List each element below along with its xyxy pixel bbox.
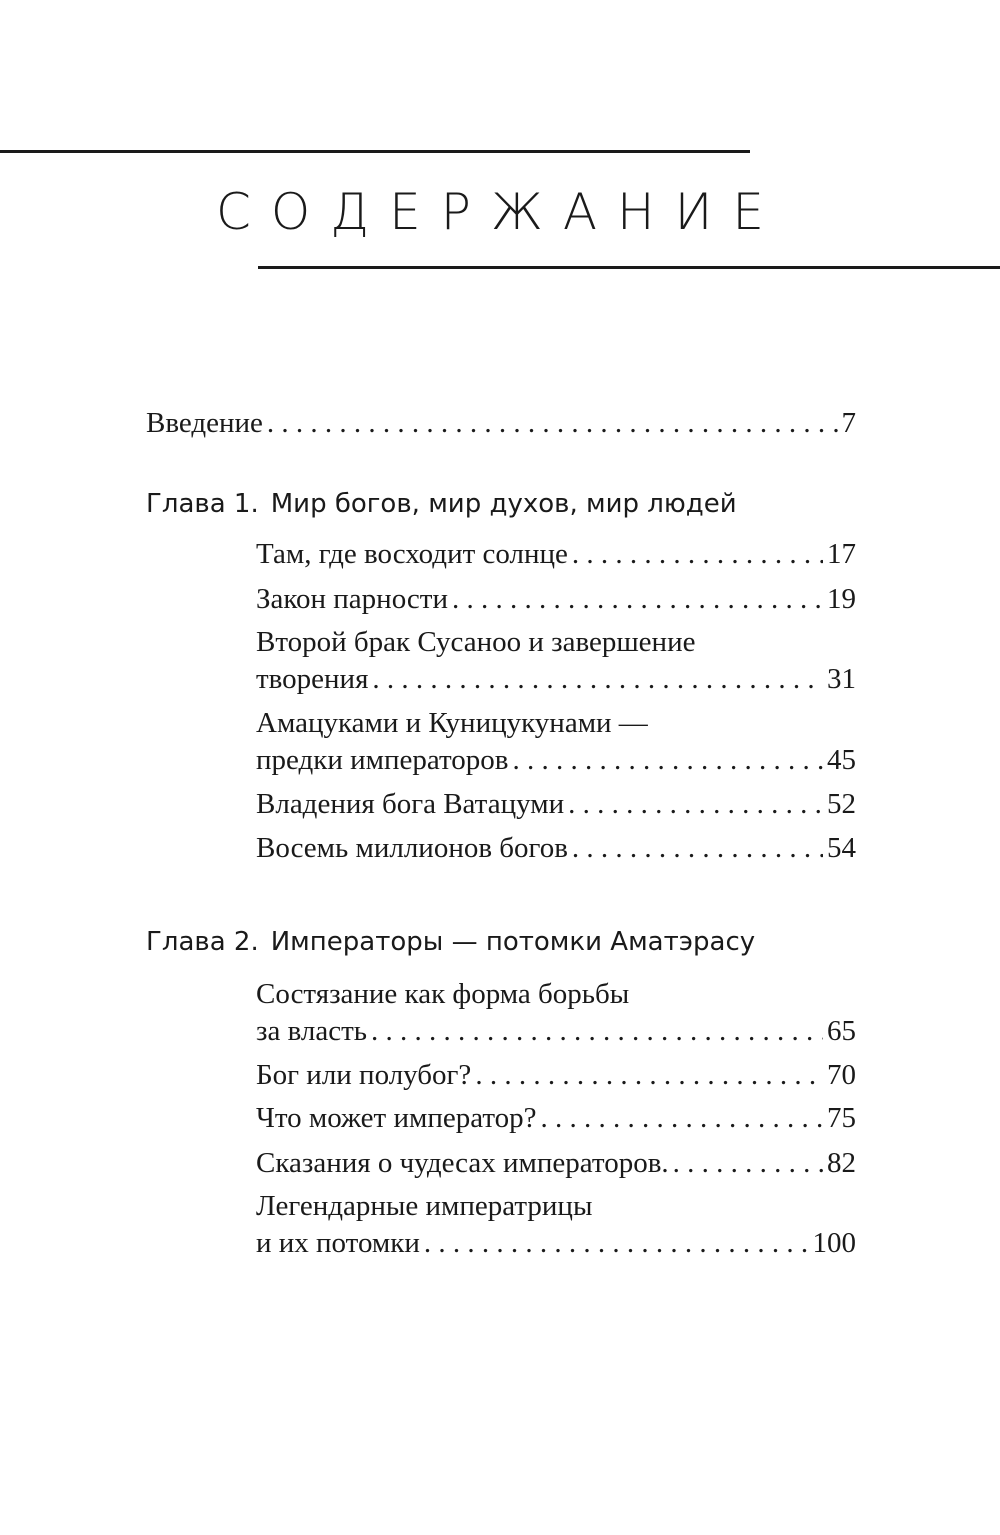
toc-entry[interactable] [256,1145,856,1181]
toc-entry-label: Бог или полубог? [256,1059,472,1091]
toc-entry[interactable] [256,1013,856,1049]
dot-leader [572,830,823,866]
page-title: СОДЕРЖАНИЕ [216,183,784,241]
chapter-heading-2[interactable] [146,924,755,960]
toc-entry[interactable] [256,581,856,617]
chapter-number: Глава 1. [146,489,259,519]
toc-entry-first-line[interactable]: Легендарные императрицы [256,1190,593,1222]
toc-entry-label: Сказания о чудесах императоров. [256,1147,669,1179]
toc-entry[interactable] [256,536,856,572]
toc-page-number: 70 [827,1059,856,1091]
toc-page-number: 75 [827,1102,856,1134]
toc-page-number: 65 [827,1015,856,1047]
toc-entry[interactable] [256,742,856,778]
dot-leader [372,661,823,697]
toc-entry-label: предки императоров [256,744,509,776]
toc-entry-label: Закон парности [256,583,448,615]
toc-entry-first-line[interactable]: Состязание как форма борьбы [256,978,630,1010]
toc-page-number: 19 [827,583,856,615]
toc-entry[interactable] [256,830,856,866]
dot-leader [267,405,838,441]
dot-leader [513,742,824,778]
toc-entry-first-line[interactable]: Второй брак Сусаноо и завершение [256,626,696,658]
toc-entry-first-line[interactable]: Амацуками и Куницукунами — [256,707,648,739]
dot-leader [475,1057,823,1093]
toc-entry-label: Что может император? [256,1102,537,1134]
dot-leader [673,1145,823,1181]
toc-entry[interactable] [256,1057,856,1093]
dot-leader [572,536,823,572]
toc-page-number: 31 [827,663,856,695]
toc-entry-label: творения [256,663,369,695]
chapter-number: Глава 2. [146,927,259,957]
chapter-title: Императоры — потомки Аматэрасу [270,927,756,957]
toc-page-number: 7 [841,407,856,439]
toc-entry-label: Владения бога Ватацуми [256,788,565,820]
top-rule [0,150,750,153]
toc-page-number: 45 [827,744,856,776]
toc-entry-label: и их потомки [256,1227,420,1259]
dot-leader [371,1013,823,1049]
toc-entry-label: Введение [146,407,263,439]
toc-entry[interactable] [256,661,856,697]
toc-page-number: 54 [827,832,856,864]
toc-page-number: 100 [812,1227,856,1259]
toc-entry-label: Там, где восходит солнце [256,538,568,570]
toc-page-number: 52 [827,788,856,820]
toc-entry[interactable] [256,1100,856,1136]
dot-leader [541,1100,823,1136]
dot-leader [424,1225,809,1261]
bottom-rule [258,266,1000,269]
chapter-heading-1[interactable] [146,486,737,522]
chapter-title: Мир богов, мир духов, мир людей [270,489,737,519]
toc-entry-label: за власть [256,1015,368,1047]
toc-page-number: 17 [827,538,856,570]
toc-entry-label: Восемь миллионов богов [256,832,568,864]
toc-page-number: 82 [827,1147,856,1179]
dot-leader [568,786,823,822]
toc-entry-intro[interactable] [146,405,856,441]
dot-leader [452,581,823,617]
toc-entry[interactable] [256,786,856,822]
toc-entry[interactable] [256,1225,856,1261]
